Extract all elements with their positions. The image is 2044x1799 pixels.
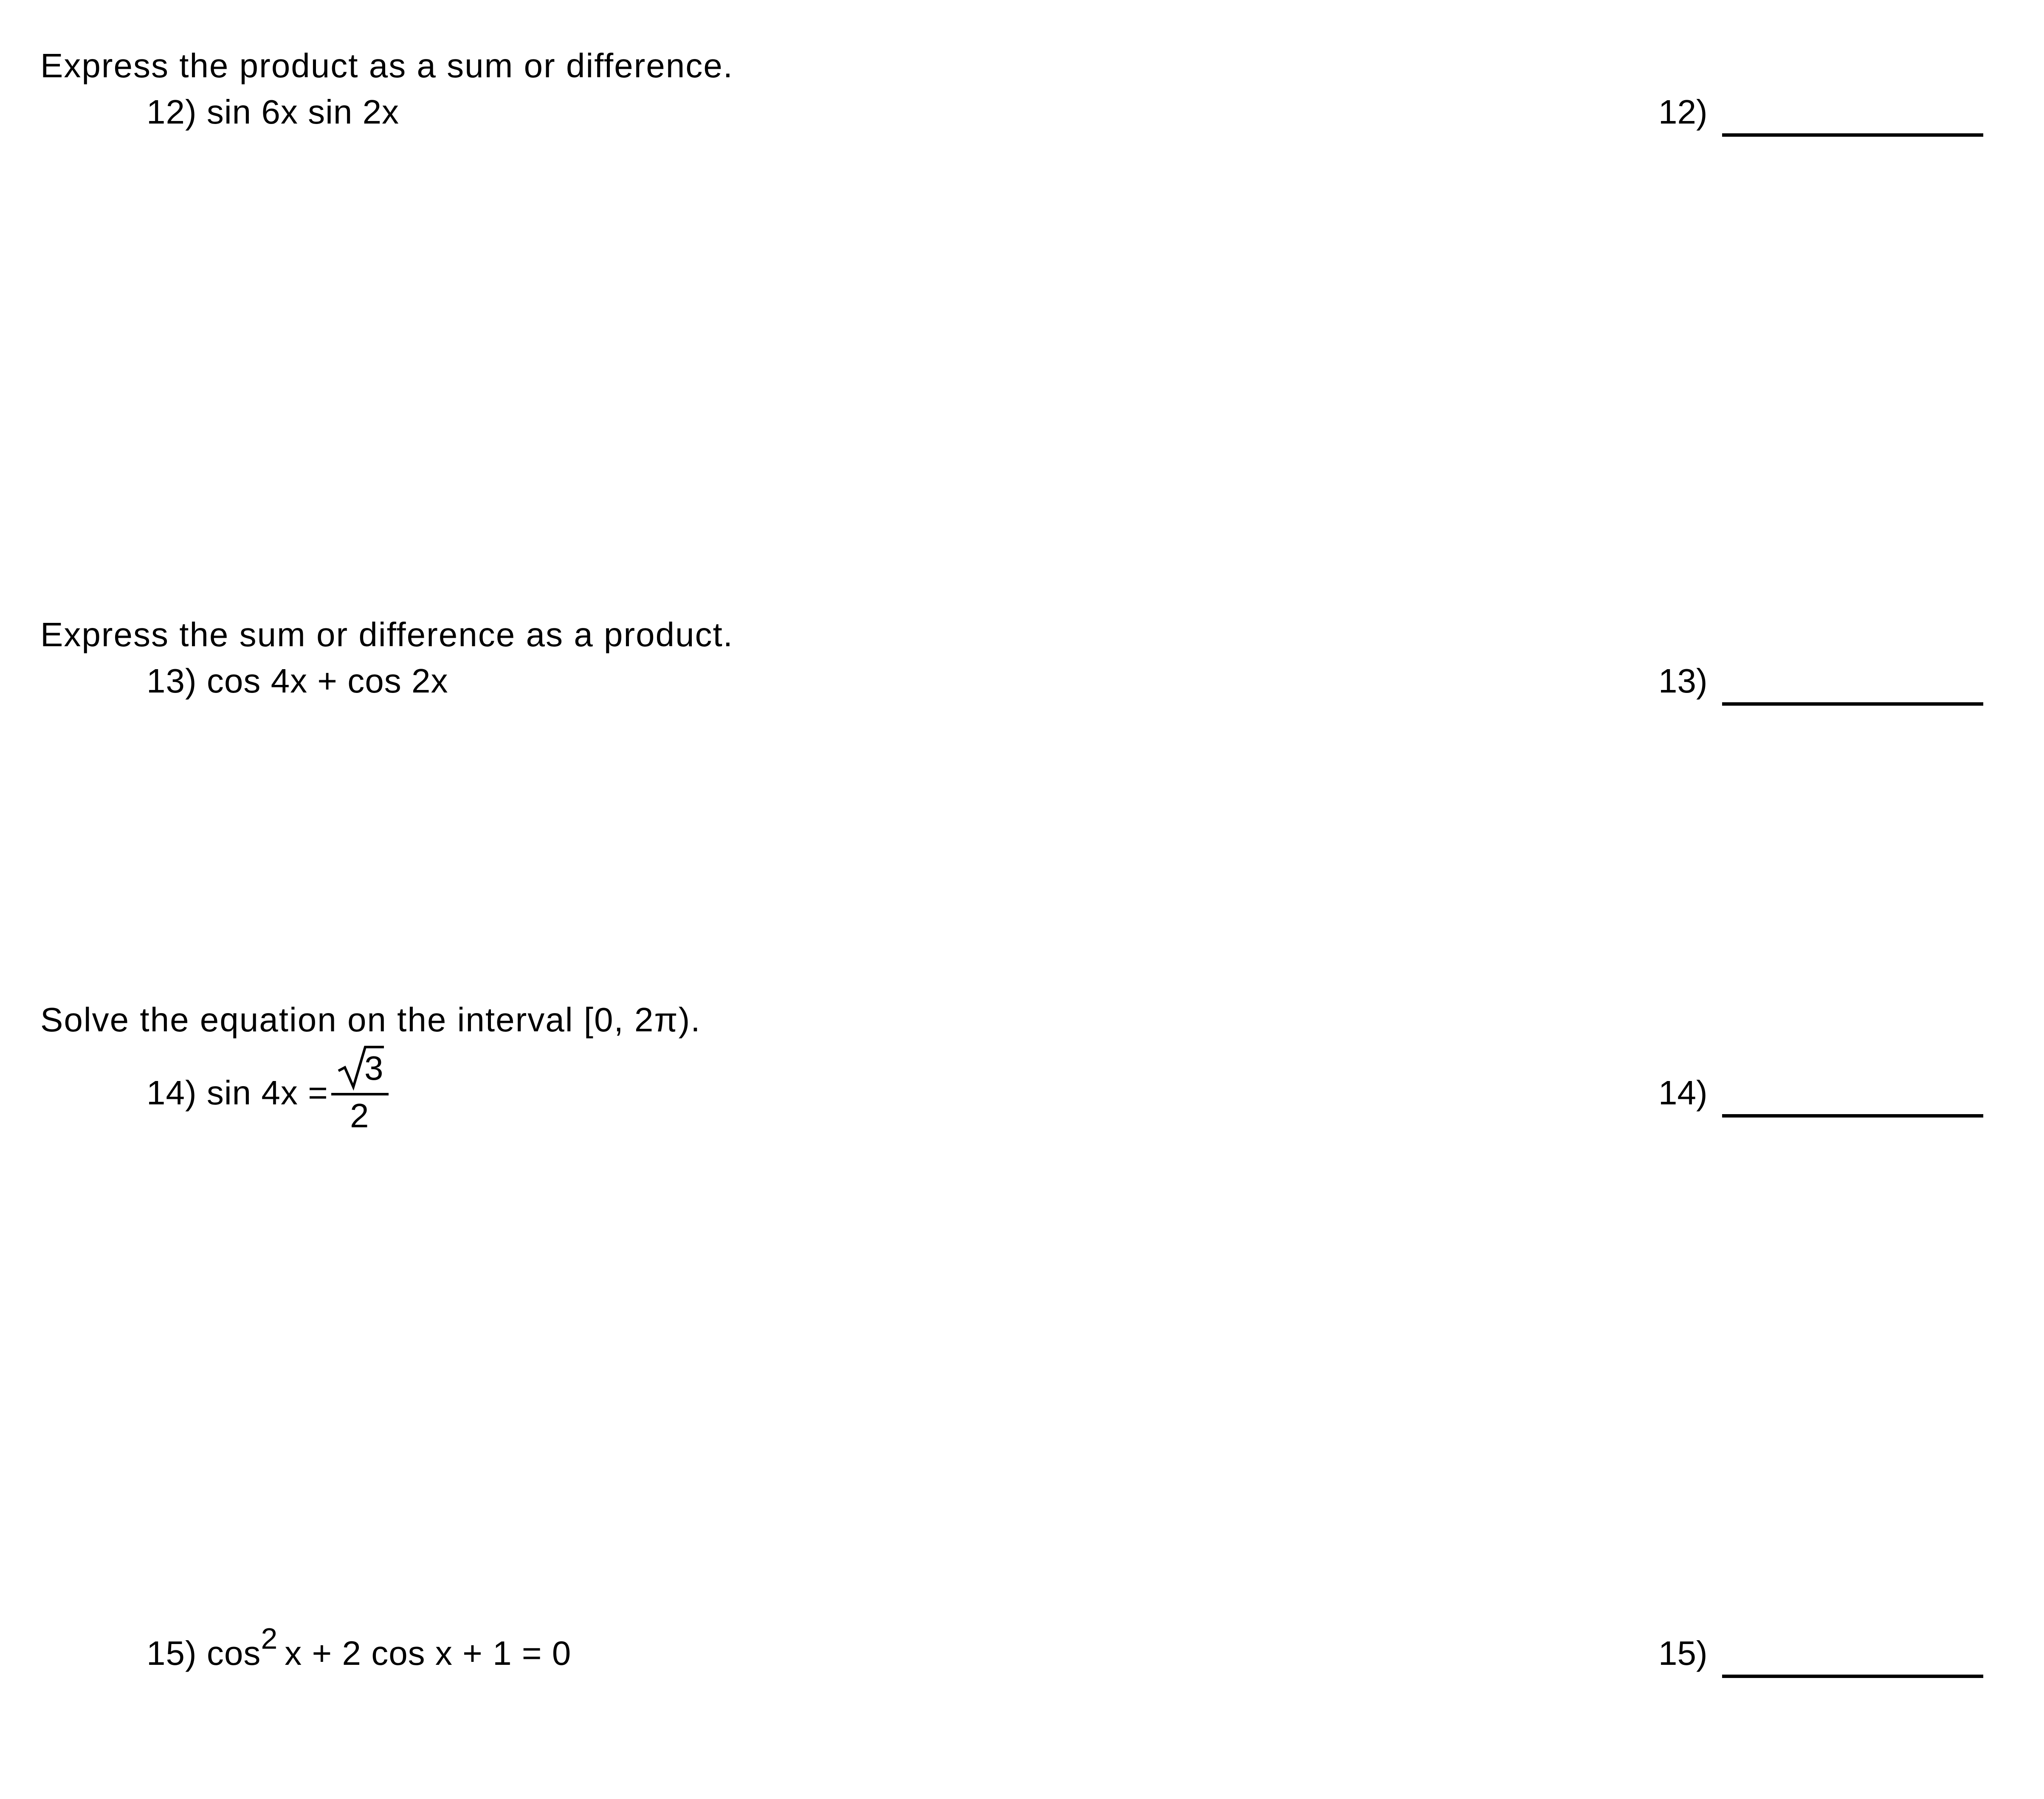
problem-expression-base: cos xyxy=(206,1634,261,1672)
problem-number: 12) xyxy=(147,93,197,131)
answer-blank-14[interactable] xyxy=(1722,1114,1983,1118)
instruction-product-to-sum: Express the product as a sum or difference. xyxy=(40,47,733,84)
problem-15 xyxy=(147,1622,572,1672)
exponent: 2 xyxy=(261,1622,278,1655)
instruction-sum-to-product: Express the sum or difference as a product. xyxy=(40,616,733,653)
answer-blank-12[interactable] xyxy=(1722,133,1983,137)
answer-label-12: 12) xyxy=(1658,93,1708,131)
answer-blank-15[interactable] xyxy=(1722,1675,1983,1678)
problem-14 xyxy=(147,1076,328,1110)
problem-expression: sin 6x sin 2x xyxy=(206,93,400,131)
answer-blank-13[interactable] xyxy=(1722,702,1983,706)
answer-label-14: 14) xyxy=(1658,1074,1708,1112)
fraction-bar xyxy=(331,1093,389,1095)
problem-12 xyxy=(147,95,399,129)
problem-expression-lhs: sin 4x = xyxy=(206,1074,328,1112)
problem-13 xyxy=(147,664,448,698)
problem-expression: cos 4x + cos 2x xyxy=(206,662,448,700)
problem-expression-rest: x + 2 cos x + 1 = 0 xyxy=(285,1634,572,1672)
problem-number: 15) xyxy=(147,1634,197,1672)
answer-label-15: 15) xyxy=(1658,1634,1708,1672)
answer-label-13: 13) xyxy=(1658,662,1708,700)
radicand: 3 xyxy=(364,1049,383,1087)
problem-number: 13) xyxy=(147,662,197,700)
problem-number: 14) xyxy=(147,1074,197,1112)
instruction-solve-equation: Solve the equation on the interval [0, 2π). xyxy=(40,1001,701,1039)
denominator: 2 xyxy=(350,1097,369,1135)
